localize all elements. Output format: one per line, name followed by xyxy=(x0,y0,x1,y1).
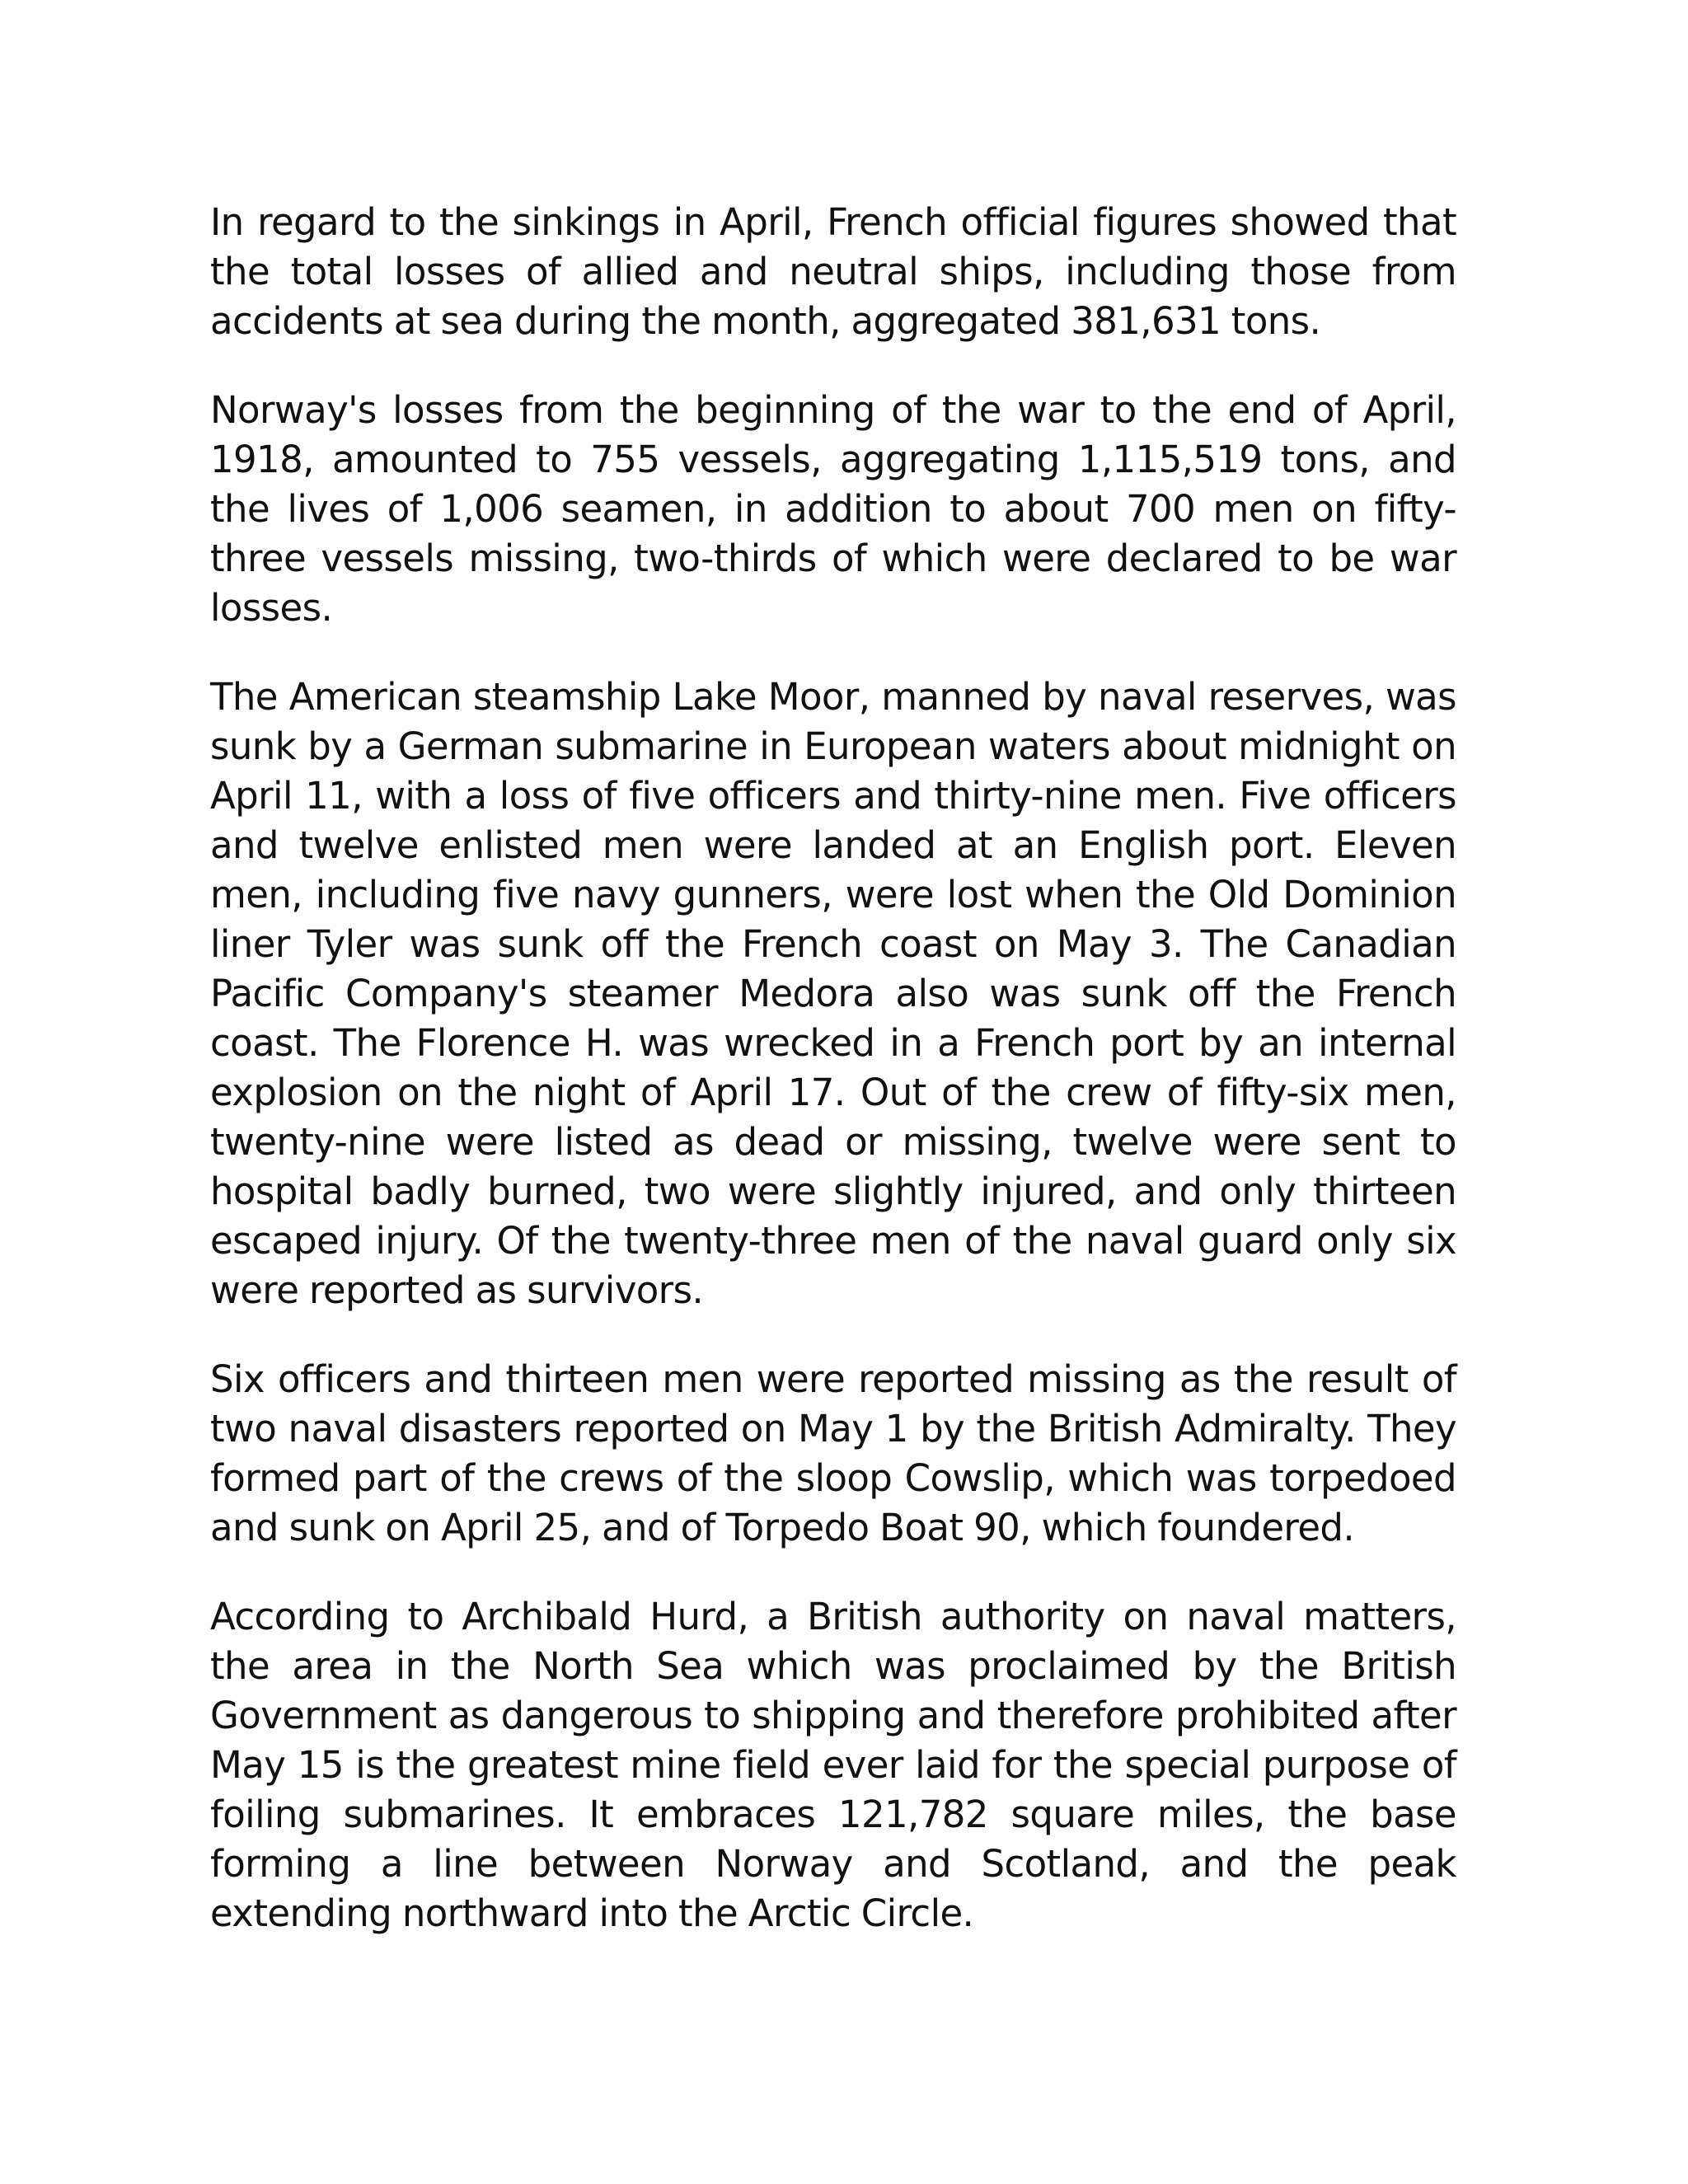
paragraph-norway-losses: Norway's losses from the beginning of the war to the end of April, 1918, amounted to 755 vessels, aggregating 1,115,519 tons, and the lives of 1,006 seamen, in addition to about 700 men on fifty-three vessels missing, two-thirds of which were declared to be war losses. xyxy=(210,388,1456,630)
paragraph-lake-moor: The American steamship Lake Moor, manned by naval reserves, was sunk by a German submarine in European waters about midnight on April 11, with a loss of five officers and thirty-nine men. Five officers and twelve enlisted men were landed at an English port. Eleven men, including five navy gunners, were lost when the Old Dominion liner Tyler was sunk off the French coast on May 3. The Canadian Pacific Company's steamer Medora also was sunk off the French coast. The Florence H. was wrecked in a French port by an internal explosion on the night of April 17. Out of the crew of fifty-six men, twenty-nine were listed as dead or missing, twelve were sent to hospital badly burned, two were slightly injured, and only thirteen escaped injury. Of the twenty-three men of the naval guard only six were reported as survivors. xyxy=(210,675,1456,1312)
paragraph-british-admiralty: Six officers and thirteen men were reported missing as the result of two naval disasters reported on May 1 by the British Admiralty. They formed part of the crews of the sloop Cowslip, which was torpedoed and sunk on April 25, and of Torpedo Boat 90, which foundered. xyxy=(210,1357,1456,1549)
paragraph-april-sinkings: In regard to the sinkings in April, French official figures showed that the total losses of allied and neutral ships, including those from accidents at sea during the month, aggregated 381,631 tons. xyxy=(210,200,1456,343)
paragraph-mine-field: According to Archibald Hurd, a British authority on naval matters, the area in the North Sea which was proclaimed by the British Government as dangerous to shipping and therefore prohibited after May 15 is the greatest mine field ever laid for the special purpose of foiling submarines. It embraces 121,782 square miles, the base forming a line between Norway and Scotland, and the peak extending northward into the Arctic Circle. xyxy=(210,1595,1456,1935)
document-page xyxy=(210,198,1456,1938)
